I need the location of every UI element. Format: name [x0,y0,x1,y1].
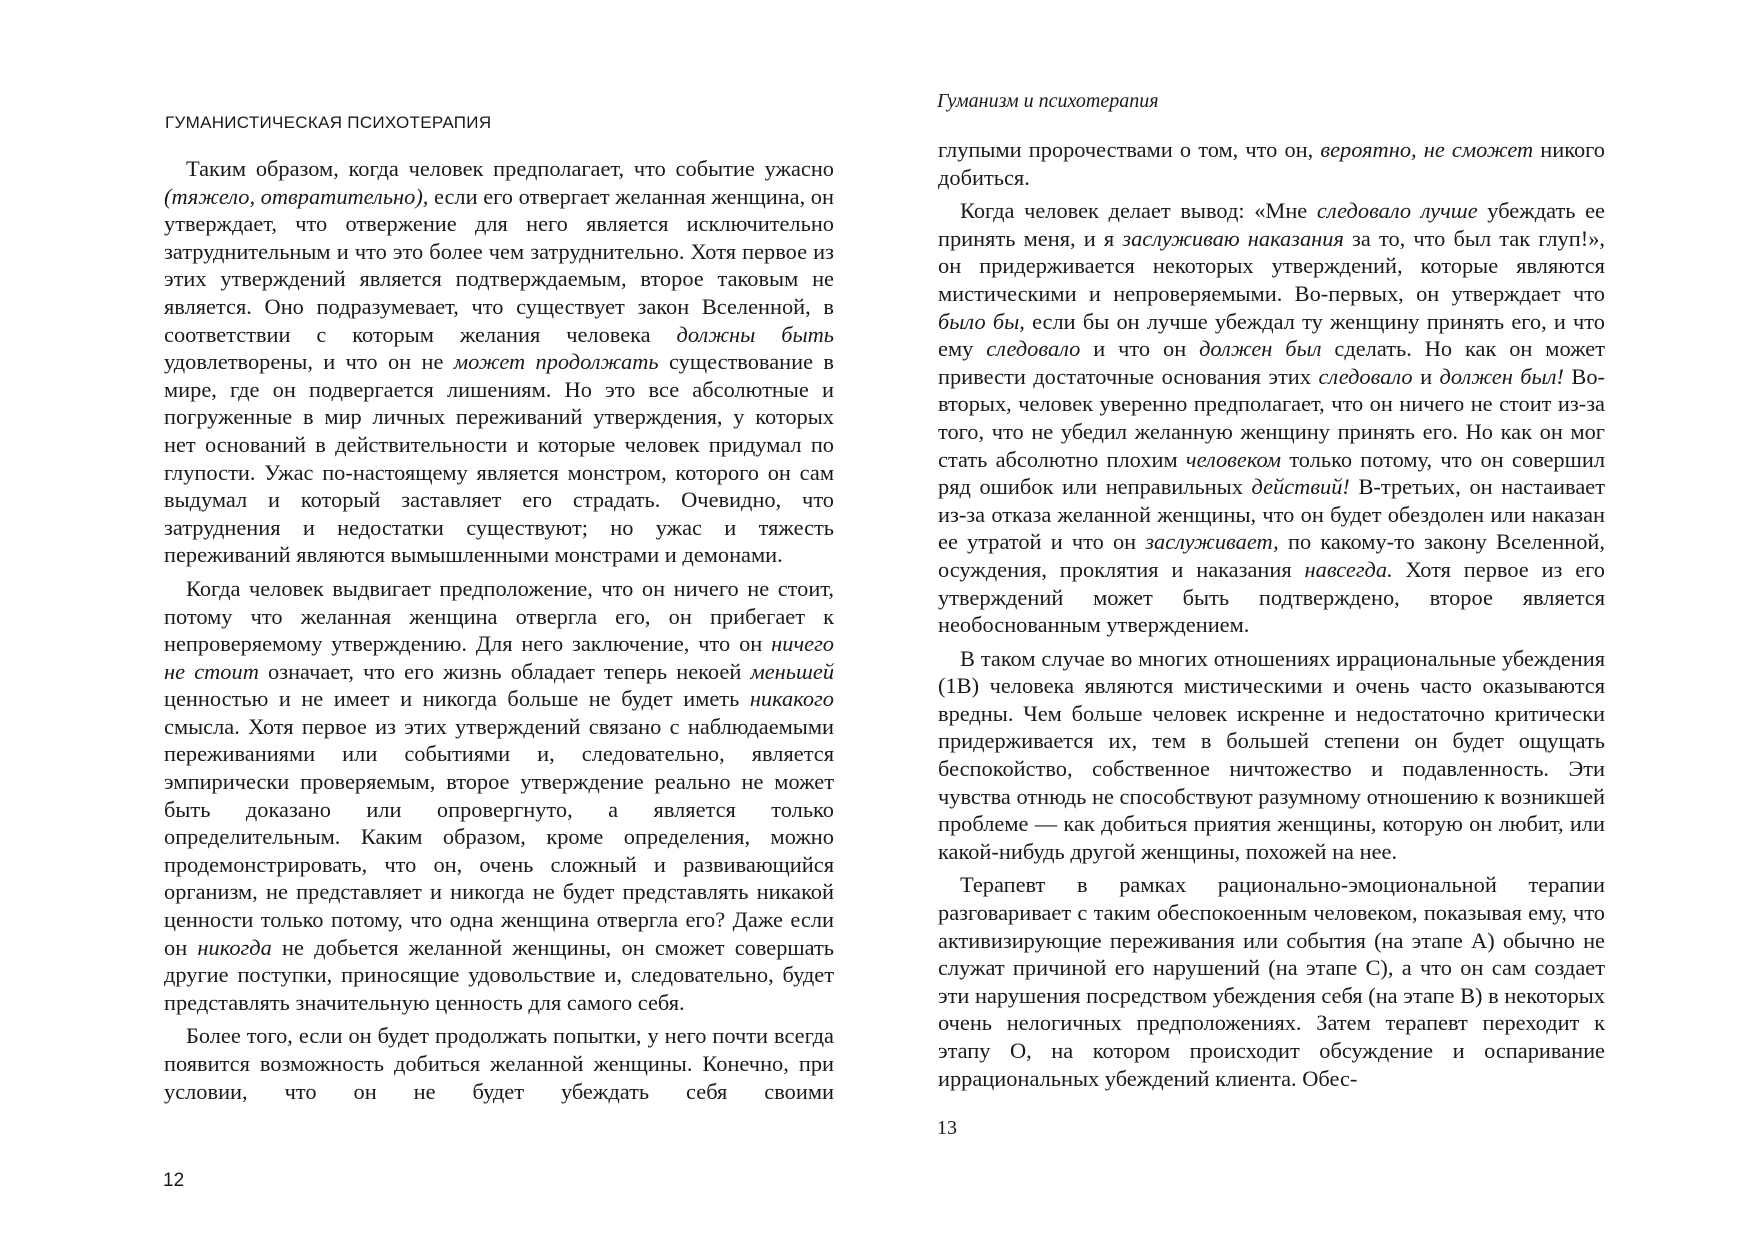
paragraph [938,645,1605,866]
text-run: Более того, если он будет продолжать попытки, у него почти всегда появится возможность добиться желанной женщины. Конечно, при условии, что он не будет убеждать себя своими [164,1023,834,1104]
body-text [164,155,834,1105]
paragraph [164,1022,834,1105]
paragraph [164,575,834,1017]
paragraph [938,197,1605,639]
running-head: ГУМАНИСТИЧЕСКАЯ ПСИХОТЕРАПИЯ [165,113,492,132]
text-run: В-третьих, он настаивает из-за отказа желанной женщины, что он будет обездолен или наказан ее утратой и что он [938,474,1605,555]
page-number: 13 [937,1117,957,1139]
italic-text-run: следовало [986,336,1081,362]
italic-text-run: следовало лучше [1316,198,1478,224]
text-run: означает, что его жизнь обладает теперь некоей [258,658,751,684]
text-run: сделать. Но как он может привести достаточные основания этих [938,336,1606,389]
italic-text-run: ничего не стоит [164,631,834,684]
text-run: существование в мире, где он подвергается лишениям. Но это все абсолютные и погруженные в мир личных переживаний утверждения, у которых нет оснований в действительности и которые человек придумал по глупости. Ужас по-настоящему является монстром, которого он сам выдумал и который заставляет его страдать. Очевидно, что затруднения и недостатки существуют; но ужас и тяжесть переживаний являются вымышленными монстрами и демонами. [164,349,834,568]
italic-text-run: должны быть [676,321,834,347]
text-run: только потому, что он совершил ряд ошибок или неправильных [938,446,1605,500]
text-run: удовлетворены, и что он не [164,349,454,375]
italic-text-run: заслуживаю наказания [1122,225,1344,251]
text-run: за то, что был так глуп!», он придерживается некоторых утверждений, которые являются мистическими и непроверяемыми. Во-первых, он утверждает что [938,225,1605,306]
italic-text-run: вероятно, не сможет [1320,137,1534,162]
text-run: если бы он лучше убеждал ту женщину принять его, и что ему [938,308,1605,362]
text-run: убеждать ее принять меня, и я [938,198,1605,251]
text-run: В таком случае во многих отношениях иррациональные убеждения (1В) человека являются мистическими и очень часто оказываются вредны. Чем больше человек искренне и недостаточно критически придерживается их, тем в большей степени он будет ощущать беспокойство, собственное ничтожество и подавленность. Эти чувства отнюдь не способствуют разумному отношению к возникшей проблеме — как добиться приятия женщины, которую он любит, или какой-нибудь другой женщины, похожей на нее. [938,645,1605,864]
italic-text-run: (тяжело, отвратительно), [164,183,429,209]
text-run: и что он [1080,336,1200,362]
text-run: никого добиться. [938,137,1605,190]
italic-text-run: человеком [1185,446,1282,472]
page-number: 12 [163,1170,185,1191]
text-run: по какому-то закону Вселенной, осуждения, проклятия и наказания [938,529,1605,582]
italic-text-run: должен был! [1439,363,1564,389]
italic-text-run: может продолжать [453,349,659,375]
text-run: и [1412,363,1440,389]
italic-text-run: меньшей [750,658,835,684]
italic-text-run: было бы, [938,308,1025,334]
body-text [938,136,1605,1092]
italic-text-run: навсегда. [1304,556,1393,582]
running-head: Гуманизм и психотерапия [937,90,1159,112]
paragraph [938,871,1605,1092]
text-run: ценностью и не имеет и никогда больше не будет иметь [164,686,750,712]
italic-text-run: заслуживает, [1145,529,1279,555]
italic-text-run: никогда [197,934,272,960]
text-run: Во-вторых, человек уверенно предполагает, что он ничего не стоит из-за того, что не убедил желанную женщину принять его. Но как он мог стать абсолютно плохим [938,363,1605,472]
text-run: Таким образом, когда человек предполагает, что событие ужасно [186,156,834,181]
right-page [877,0,1754,1240]
paragraph [164,155,834,569]
text-run: если его отвергает желанная женщина, он утверждает, что отвержение для него является исключительно затруднительным и что это более чем затруднительно. Хотя первое из этих утверждений является подтверждаемым, второе таковым не является. Оно подразумевает, что существует закон Вселенной, в соответствии с которым желания человека [164,183,834,347]
text-run: Хотя первое из его утверждений может быть подтверждено, второе является необоснованным утверждением. [938,556,1605,638]
paragraph [938,136,1605,191]
text-run: Терапевт в рамках рационально-эмоциональной терапии разговаривает с таким обеспокоенным человеком, показывая ему, что активизирующие переживания или события (на этапе А) обычно не служат причиной его нарушений (на этапе С), а что он сам создает эти нарушения посредством убеждения себя (на этапе В) в некоторых очень нелогичных предположениях. Затем терапевт переходит к этапу О, на котором происходит обсуждение и оспаривание иррациональных убеждений клиента. Обес- [938,872,1605,1091]
italic-text-run: действий! [1251,474,1350,500]
italic-text-run: следовало [1318,363,1413,389]
text-run: не добьется желанной женщины, он сможет совершать другие поступки, приносящие удовольствие и, следовательно, будет представлять значительную ценность для самого себя. [164,934,834,1015]
text-run: Когда человек выдвигает предположение, что он ничего не стоит, потому что желанная женщина отвергла его, он прибегает к непроверяемому утверждению. Для него заключение, что он [164,575,834,657]
italic-text-run: никакого [749,686,834,712]
text-run: глупыми пророчествами о том, что он, [938,137,1321,162]
text-run: Когда человек делает вывод: «Мне [960,198,1317,224]
italic-text-run: должен был [1199,336,1322,362]
text-run: смысла. Хотя первое из этих утверждений связано с наблюдаемыми переживаниями или событиями и, следовательно, является эмпирически проверяемым, второе утверждение реально не может быть доказано или опровергнуто, а является только определительным. Каким образом, кроме определения, можно продемонстрировать, что он, очень сложный и развивающийся организм, не представляет и никогда не будет представлять никакой ценности только потому, что одна женщина отвергла его? Даже если он [164,713,834,960]
